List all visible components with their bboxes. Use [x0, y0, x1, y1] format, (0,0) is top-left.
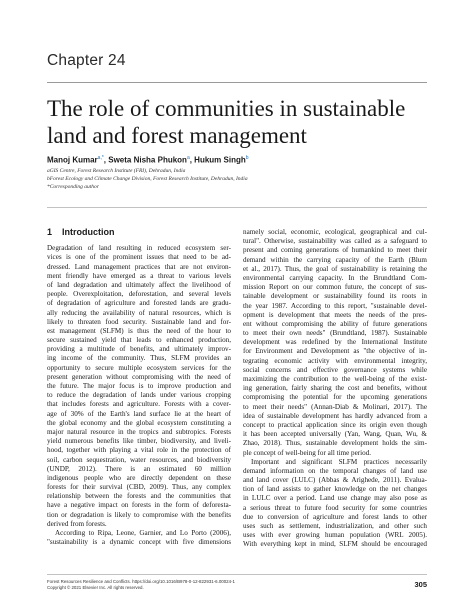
text-line: indigenous people who are directly dependent on these [47, 473, 231, 482]
text-line: With everything kept in mind, SLFM should be encouraged [243, 540, 427, 549]
text-line: yield numerous benefits like timber, biodiversity, and liveli- [47, 437, 231, 446]
text-line: a serious threat to future food security for some countries [243, 503, 427, 512]
text-line: Zhao, 2018). Thus, sustainable development holds the sim- [243, 439, 427, 448]
text-line: Important and significant SLFM practices necessarily [251, 457, 427, 466]
text-line: (UNDP, 2012). There is an estimated 60 million [47, 464, 231, 473]
text-line: social concerns and effective governance systems while [243, 365, 427, 374]
affiliation-b: bForest Ecology and Climate Change Division, Forest Research Institute, Dehradun, India [47, 176, 248, 182]
text-line: likely to threaten food security. Sustainable land and for- [47, 317, 231, 326]
text-line: relationship between the forests and the communities that [47, 492, 231, 501]
text-line: ing income of the community. Thus, SLFM provides an [47, 354, 231, 363]
doi-line[interactable]: Forest Resources Resilience and Conflicts. https://doi.org/10.1016/B978-0-12-822931-6.00024-1 [47, 579, 235, 584]
section-title: Introduction [62, 227, 115, 237]
title-line-2: land and forest management [47, 122, 307, 148]
text-line: ally reducing the availability of natural resources, which is [47, 308, 231, 317]
text-line: demand within the carrying capacity of the Earth (Blum [243, 255, 427, 264]
page-number: 305 [414, 580, 427, 589]
text-line: age of 30% of the Earth's land surface lie at the heart of [47, 409, 231, 418]
corresponding-author-note: *Corresponding author [47, 184, 99, 190]
text-line: to reduce the degradation of lands under various cropping [47, 391, 231, 400]
text-line: tegrating economic activity with environmental integrity, [243, 356, 427, 365]
author-3-affil-mark[interactable]: b [245, 155, 249, 161]
header-divider [47, 207, 427, 208]
text-line: mission Report on our common future, the concept of sus- [243, 283, 427, 292]
text-line: to meet their own needs" (Brundtland, 1987). Sustainable [243, 329, 427, 338]
text-line: have a negative impact on forests in the form of deforesta- [47, 501, 231, 510]
author-1-affil-mark[interactable]: a,* [97, 155, 104, 161]
text-line: the year 1987. According to this report, "sustainable devel- [243, 301, 427, 310]
text-line: in LULC over a period. Land use change may also pose as [243, 494, 427, 503]
left-body-paragraph-2 [47, 529, 231, 547]
left-body-text [47, 244, 231, 529]
chapter-label: Chapter 24 [47, 52, 126, 69]
text-line: development was redefined by the International Institute [243, 338, 427, 347]
text-line: the future. The major focus is to improve production and [47, 382, 231, 391]
text-line: that includes forests and agriculture. Forests with a cover- [47, 400, 231, 409]
author-separator: , [103, 155, 109, 165]
text-line: tion or degradation is likely to compromise with the benefits [47, 510, 231, 519]
text-line: major natural resource in the tropics and subtropics. Forests [47, 427, 231, 436]
chapter-title [47, 96, 437, 149]
text-line: providing a multitude of benefits, and ultimately improv- [47, 345, 231, 354]
text-line: ing generation, fairly sharing the cost and benefits, without [243, 384, 427, 393]
section-number: 1 [47, 227, 53, 237]
text-line: due to conversion of agriculture and forest lands to other [243, 512, 427, 521]
text-line: maximizing the contribution to the well-being of the exist- [243, 375, 427, 383]
text-line: of land degradation and ultimately affect the livelihood of [47, 280, 231, 289]
text-line: derived from forests. [47, 519, 107, 528]
text-line: uses such as settlement, industrialization, and other such [243, 522, 427, 530]
author-3[interactable]: Hukum Singh [194, 155, 246, 165]
author-list [47, 155, 249, 165]
text-line: forests for their survival (CBD, 2009). Thus, any complex [47, 483, 231, 492]
text-line: demand information on the temporal changes of land use [243, 466, 427, 475]
author-2[interactable]: Sweta Nisha Phukon [108, 155, 187, 165]
text-line: tural". Otherwise, sustainability was called as a safeguard to [243, 237, 427, 246]
text-line: dressed. Land management practices that are not environ- [47, 262, 231, 271]
text-line: soil, carbon sequestration, water resources, and biodiversity [47, 455, 231, 464]
text-line: compromising the potential for the upcoming generations [243, 393, 427, 402]
text-line: it has been accepted universally (Yan, Wang, Quan, Wu, & [243, 430, 427, 439]
author-1[interactable]: Manoj Kumar [47, 155, 98, 165]
author-2-affil-mark[interactable]: a [186, 155, 190, 161]
text-line: the global economy and the global ecosystem constituting a [47, 418, 231, 427]
text-line: ment friendly have emerged as a threat to various levels [47, 271, 231, 280]
text-line: ple concept of well-being for all time period. [243, 448, 372, 457]
text-line: et al., 2017). Thus, the goal of sustainability is retaining the [243, 264, 427, 273]
text-line: secure sustained yield that leads to enhanced production, [47, 336, 231, 345]
text-line: to meet their needs" (Annan-Diab & Molinari, 2017). The [243, 402, 427, 411]
right-body-text [243, 228, 427, 458]
text-line: Degradation of land resulting in reduced ecosystem ser- [47, 244, 231, 253]
footer [47, 579, 235, 591]
right-column [243, 228, 427, 550]
text-line: According to Ripa, Leone, Garnier, and Lo Porto (2006), [55, 529, 231, 538]
text-line: of degradation of agriculture and forested lands are gradu- [47, 299, 231, 308]
left-column [47, 224, 231, 547]
text-line: vices is one of the prominent issues that need to be ad- [47, 253, 231, 262]
text-line: environmental carrying capacity. In the Brundtland Com- [243, 273, 427, 282]
text-line: concept to practical application since its origin even though [243, 420, 427, 429]
text-line: opportunity to secure multiple ecosystem services for the [47, 363, 231, 372]
text-line: present and coming generations of humankind to meet their [243, 246, 427, 255]
text-line: present generation without compromising with the need of [47, 372, 231, 381]
author-separator: , [189, 155, 195, 165]
text-line: and land cover (LULC) (Abbas & Arighede, 2011). Evalua- [243, 476, 427, 485]
text-line: "sustainability is a dynamic concept with five dimensions [47, 538, 231, 547]
copyright-line: Copyright © 2021 Elsevier Inc. All rights reserved. [47, 585, 144, 590]
section-heading [47, 228, 231, 237]
text-line: est management (SLFM) is thus the need of the hour to [47, 326, 231, 335]
top-divider [47, 82, 427, 83]
text-line: people. Overexploitation, deforestation, and several levels [47, 290, 231, 299]
text-line: uses with ever growing human population (WRL 2005). [243, 531, 427, 540]
text-line: ent without compromising the ability of future generations [243, 319, 427, 328]
affiliation-a: aGIS Centre, Forest Research Institute (FRI), Dehradun, India [47, 168, 186, 174]
text-line: namely social, economic, ecological, geographical and cul- [243, 228, 427, 236]
text-line: idea of sustainable development has hardly advanced from a [243, 411, 427, 420]
text-line: opment is development that meets the needs of the pres- [243, 310, 427, 319]
text-line: tion of land assists to gather knowledge on the net changes [243, 485, 427, 494]
text-line: tainable development or sustainability found its roots in [243, 292, 427, 301]
footer-divider [47, 574, 427, 575]
title-line-1: The role of communities in sustainable [47, 96, 406, 121]
text-line: hood, together with playing a vital role in the protection of [47, 446, 231, 455]
right-body-paragraph-2 [243, 458, 427, 550]
text-line: for Environment and Development as "the objective of in- [243, 347, 427, 356]
